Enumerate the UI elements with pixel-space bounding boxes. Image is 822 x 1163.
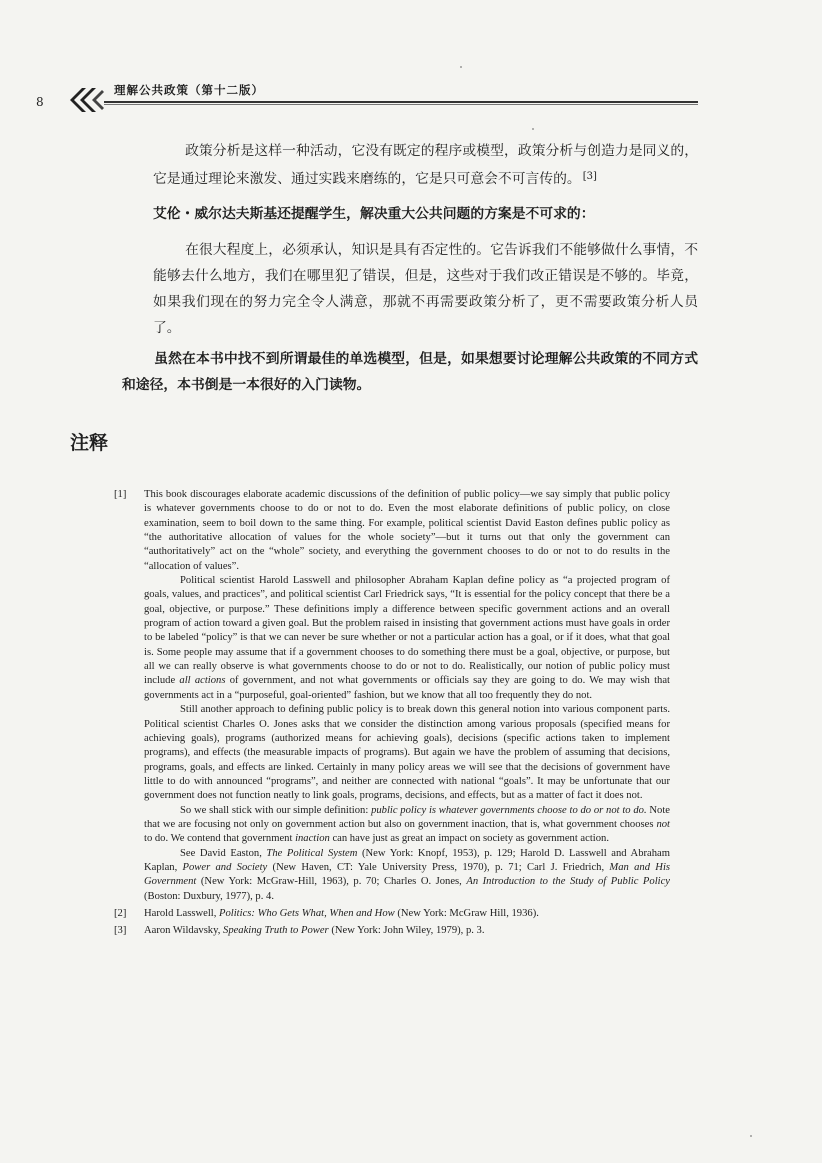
note-1-citations: See David Easton, The Political System (New York: Knopf, 1953), p. 129; Harold D. Lasswell and Abraham Kaplan, Power and Society (New Haven, CT: Yale University Press, 1970), p. 71; Carl J. Friedrich, Man and His Government (New York: McGraw-Hill, 1963), p. 70; Charles O. Jones, An Introduction to the Study of Public Policy (Boston: Duxbury, 1977), p. 4. [144,847,671,902]
note-1-paragraph-1: This book discourages elaborate academic discussions of the definition of public policy—we say simply that public policy is whatever governments choose to do or not to do. Even the most elaborate definitions of public policy, on close examination, seem to boil down to the same thing. For example, political scientist David Easton defines public policy as “the authoritative allocation of values for the whole society”—but it turns out that only the government can “authoritatively” act on the “whole” society, and everything the government chooses to do or not to do results in the “allocation of values”. [144,489,670,572]
header-rule-thin [104,104,698,105]
note-number: [3] [114,925,127,937]
body-paragraph-2: 艾伦・威尔达夫斯基还提醒学生，解决重大公共问题的方案是不可求的： [153,206,595,222]
running-title: 理解公共政策（第十二版） [114,83,264,97]
footnote-ref: [3] [582,171,597,182]
note-3 [114,924,670,938]
chevron-ornament-icon [66,86,106,114]
note-1-paragraph-4: So we shall stick with our simple definition: public policy is whatever governments choose to do or not to do. Note that we are focusing not only on government action but also on government inaction, that is, what government chooses not to do. We contend that government inaction can have just as great an impact on society as government action. [144,804,670,845]
body-paragraph-3: 虽然在本书中找不到所谓最佳的单选模型，但是，如果想要讨论理解公共政策的不同方式和途径，本书倒是一本很好的入门读物。 [122,351,698,393]
note-number: [2] [114,907,127,919]
scan-speck [532,128,534,130]
scan-speck [460,66,462,68]
note-1-paragraph-3: Still another approach to defining public policy is to break down this general notion into various component parts. Political scientist Charles O. Jones asks that we consider the distinction among various proposals (specified means for achieving goals), programs (authorized means for achieving goals), decisions (specific actions taken to implement programs), and effects (the measurable impacts of programs). But again we have the problem of assuming that decisions, programs, goals, and effects are linked. Certainly in many policy areas we will see that the decisions of government have little to do with announced “programs”, and neither are connected with national “goals”. It may be unfortunate that our government does not function neatly to link goals, programs, decisions, and effects, but as a matter of fact it does not. [144,704,670,802]
note-number: [1] [114,489,127,500]
note-1-paragraph-2: Political scientist Harold Lasswell and philosopher Abraham Kaplan define policy as “a projected program of goals, values, and practices”, and political scientist Carl Friedrick says, “It is essential for the policy concept that there be a goal, objective, or purpose.” These definitions imply a difference between specific government actions and an overall program of action toward a given goal. But the problem raised in insisting that government actions must have goals in order to be labeled “policy” is that we can never be sure whether or not a particular action has a goal, or if it does, what that goal is. Some people may assume that if a government chooses to do something there must be a goal, objective, or purpose, but all we can really observe is what governments choose to do or not to do. Realistically, our notion of public policy must include all actions of government, and not what governments or officials say they are going to do. We may wish that governments act in a “purposeful, goal-oriented” fashion, but we know that all too frequently they do not. [144,575,670,701]
block-quote: 在很大程度上，必须承认，知识是具有否定性的。它告诉我们不能够做什么事情，不能够去什么地方，我们在哪里犯了错误，但是，这些对于我们改正错误是不够的。毕竟，如果我们现在的努力完全令人满意，那就不再需要政策分析了，更不需要政策分析人员了。 [153,242,698,336]
notes-heading: 注释 [70,432,109,454]
body-paragraph-1: 政策分析是这样一种活动，它没有既定的程序或模型，政策分析与创造力是同义的，它是通过理论来激发、通过实践来磨练的，它是只可意会不可言传的。 [3] [153,143,698,187]
note-3-text: Aaron Wildavsky, Speaking Truth to Power (New York: John Wiley, 1979), p. 3. [144,925,485,937]
note-2-text: Harold Lasswell, Politics: Who Gets What, When and How (New York: McGraw Hill, 1936). [144,907,539,919]
page-number: 8 [36,95,44,109]
scan-speck [750,1135,752,1137]
note-1 [114,488,670,904]
header-rule [104,101,698,103]
note-2 [114,907,670,921]
notes-list [114,488,670,940]
